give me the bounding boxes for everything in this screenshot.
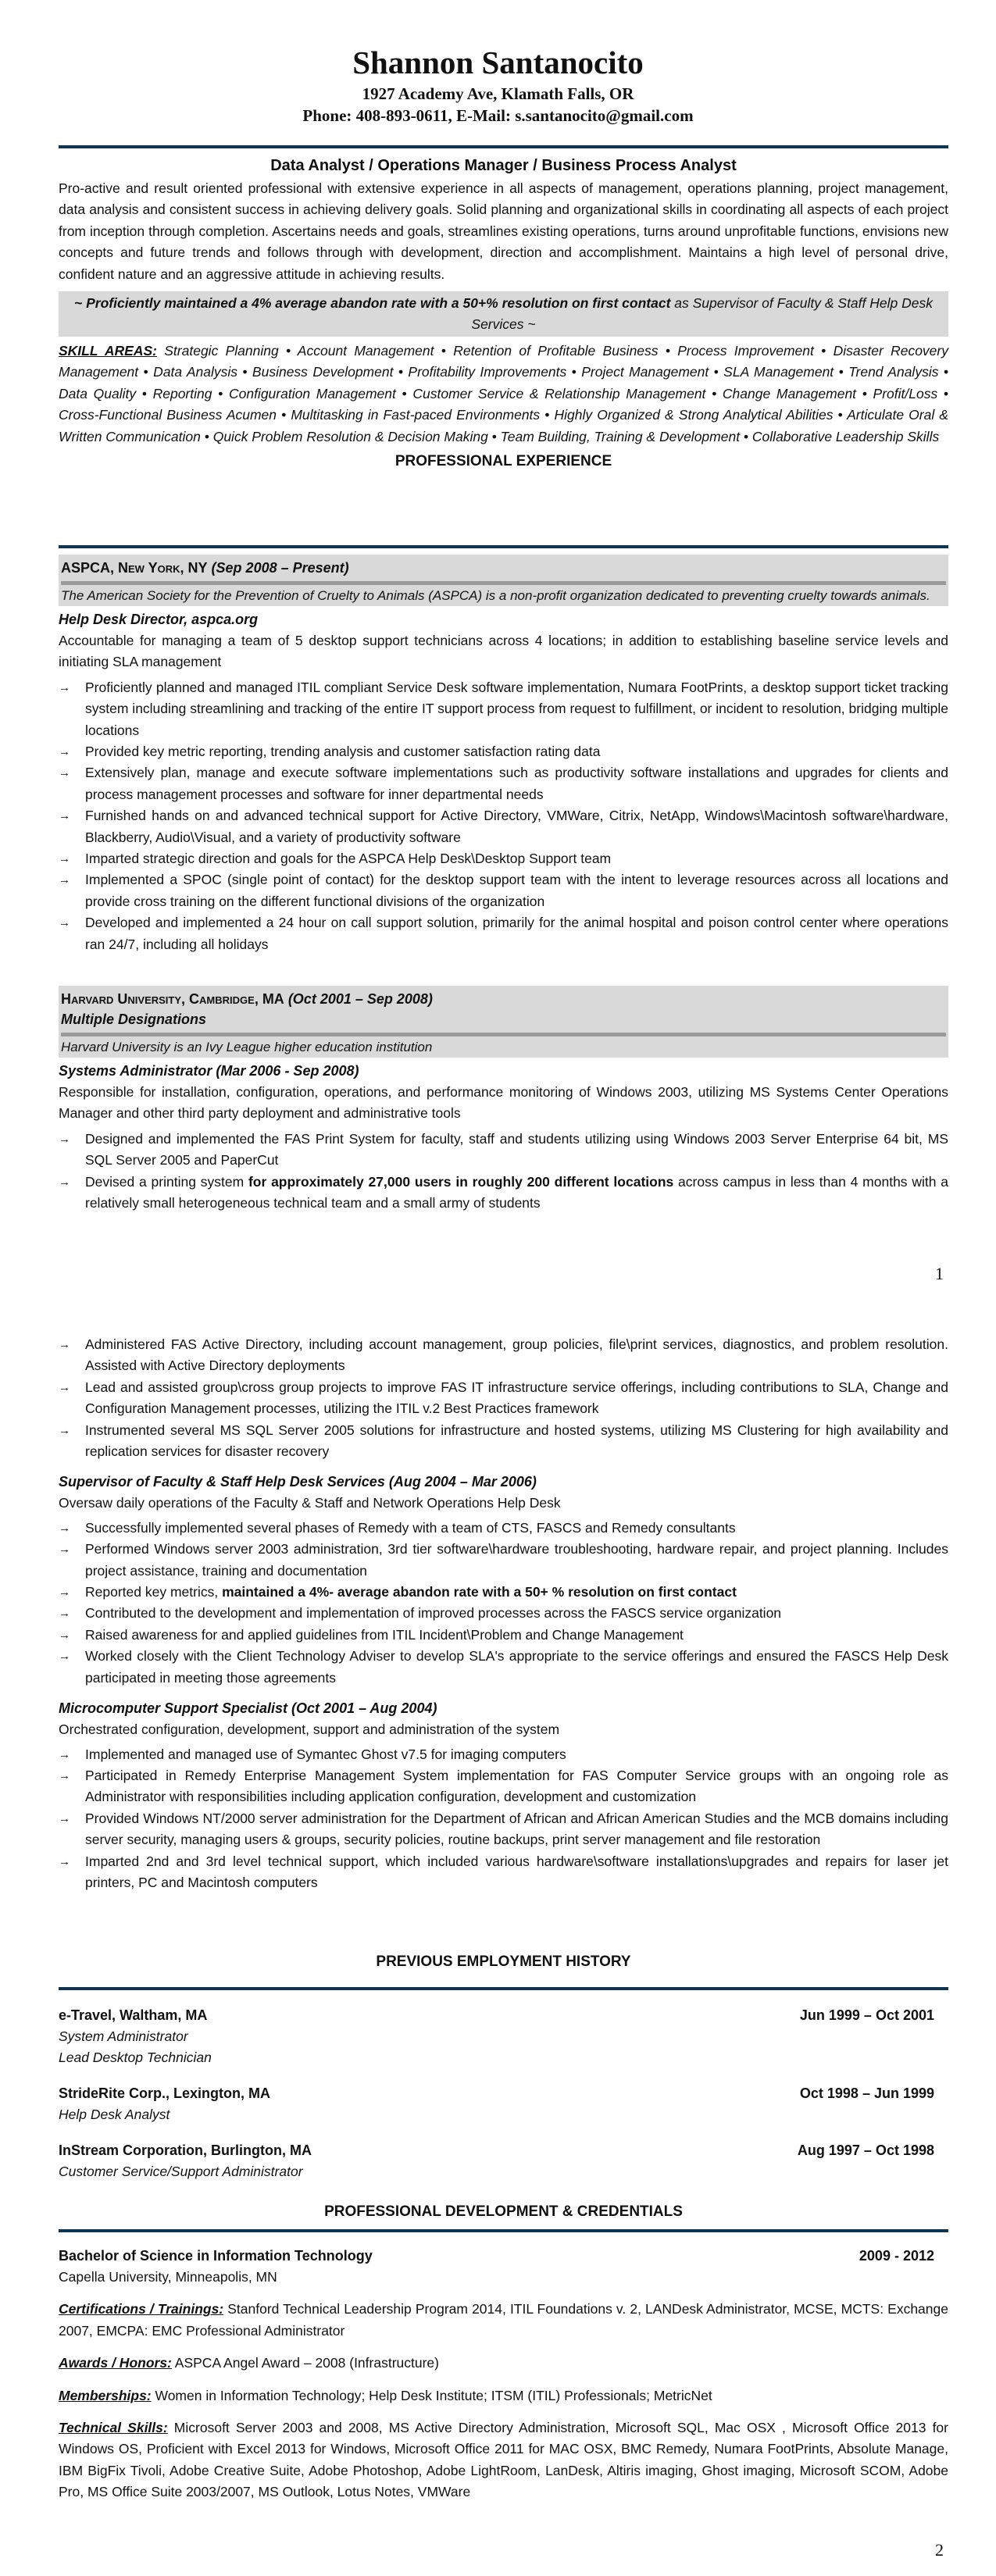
degree-title: Bachelor of Science in Information Technology: [59, 2248, 373, 2264]
list-item: → Contributed to the development and implementation of improved processes across the FASCS service organization: [59, 1603, 948, 1624]
arrow-icon: →: [59, 1768, 70, 1782]
list-item: → Performed Windows server 2003 administration, 3rd tier software\hardware troubleshooting, hardware repair, and project planning. Includes project assistance, training and documentation: [59, 1539, 948, 1582]
sysadmin-bullets-p2: [59, 1334, 948, 1462]
company-heading: [61, 989, 946, 1009]
header-divider: [59, 145, 948, 148]
list-item: → Raised awareness for and applied guidelines from ITIL Incident\Problem and Change Management: [59, 1625, 948, 1646]
company-dates: (Sep 2008 – Present): [207, 560, 349, 576]
skill-areas-label: SKILL AREAS:: [59, 343, 157, 359]
company-location: New York, NY: [118, 560, 208, 576]
list-item: → Imparted 2nd and 3rd level technical support, which included various hardware\software installations\upgrades and repairs for laser jet printers, PC and Macintosh computers: [59, 1851, 948, 1894]
previous-job: [59, 2139, 948, 2182]
list-item: → Worked closely with the Client Technology Adviser to develop SLA's appropriate to the service offerings and ensured the FASCS Help Desk participated in meeting those agreements: [59, 1646, 948, 1689]
arrow-icon: →: [59, 916, 70, 930]
company-description: Harvard University is an Ivy League higher education institution: [61, 1040, 433, 1054]
degree-dates: 2009 - 2012: [859, 2248, 934, 2264]
company-band-harvard: [59, 986, 948, 1058]
supervisor-bullets: [59, 1518, 948, 1689]
list-item: → Designed and implemented the FAS Print System for faculty, staff and students utilizing using Windows 2003 Server Enterprise 64 bit, MS SQL Server 2005 and PaperCut: [59, 1129, 948, 1172]
experience-divider: [59, 545, 948, 548]
company-heading: [61, 558, 946, 578]
list-item: → Administered FAS Active Directory, including account management, group policies, file\print services, diagnostics, and problem resolution. Assisted with Active Directory deployments: [59, 1334, 948, 1377]
previous-divider: [59, 1987, 948, 1990]
arrow-icon: →: [59, 1607, 70, 1621]
summary-text: Pro-active and result oriented professional with extensive experience in all aspects of management, operations planning, project management, data analysis and consistent success in achieving delivery goals. Solid planning and organizational skills in coordinating all aspects of each project from inception through completion. Ascertains needs and goals, streamlines existing operations, turns around unprofitable functions, envisions new concepts and future trends and follows through with development, direction and accomplishment. Maintains a high level of personal drive, confident nature and an aggressive attitude in achieving results.: [59, 180, 948, 282]
arrow-icon: →: [59, 1854, 70, 1868]
company-subtitle: Multiple Designations: [61, 1011, 207, 1027]
contact-info: Phone: 408-893-0611, E-Mail: s.santanocito@gmail.com: [302, 106, 694, 125]
sysadmin-bullets-p1: [59, 1129, 948, 1215]
credentials-divider: [59, 2229, 948, 2232]
degree-row: [59, 2245, 948, 2267]
previous-title: System Administrator: [59, 2028, 188, 2044]
target-title: Data Analyst / Operations Manager / Business Process Analyst: [270, 157, 737, 174]
list-item: → Participated in Remedy Enterprise Management System implementation for FAS Computer Service groups with an ongoing role as Administrator with responsibilities including application configuration, development and customization: [59, 1765, 948, 1808]
awards: Awards / Honors: ASPCA Angel Award – 2008 (Infrastructure): [59, 2355, 439, 2371]
aspca-bullets: [59, 677, 948, 955]
previous-job: [59, 2004, 948, 2068]
list-item: → Reported key metrics, maintained a 4%- average abandon rate with a 50+ % resolution on first contact: [59, 1582, 948, 1603]
role-title: Microcomputer Support Specialist (Oct 2001 – Aug 2004): [59, 1700, 437, 1717]
role-summary: Oversaw daily operations of the Faculty & Staff and Network Operations Help Desk: [59, 1495, 561, 1511]
school: Capella University, Minneapolis, MN: [59, 2269, 277, 2285]
arrow-icon: →: [59, 1380, 70, 1394]
credentials-section: [59, 2245, 948, 2503]
list-item: → Successfully implemented several phases of Remedy with a team of CTS, FASCS and Remedy consultants: [59, 1518, 948, 1539]
previous-dates: Oct 1998 – Jun 1999: [799, 2085, 934, 2101]
previous-title: Lead Desktop Technician: [59, 2050, 212, 2065]
arrow-icon: →: [59, 1628, 70, 1642]
role-title: Supervisor of Faculty & Staff Help Desk Services (Aug 2004 – Mar 2006): [59, 1474, 537, 1490]
highlight-rest: as Supervisor of Faculty & Staff Help Desk Services ~: [471, 295, 933, 333]
highlight-banner: [59, 291, 948, 337]
page-number-1: 1: [935, 1264, 944, 1283]
list-item: → Lead and assisted group\cross group projects to improve FAS IT infrastructure service offerings, including contributions to SLA, Change and Configuration Management processes, utilizing the ITIL v.2 Best Practices framework: [59, 1377, 948, 1420]
company-band-aspca: [59, 555, 948, 606]
arrow-icon: →: [59, 1650, 70, 1664]
list-item: → Extensively plan, manage and execute software implementations such as productivity software installations and upgrades for clients and process management processes and software for inner departmental needs: [59, 762, 948, 805]
memberships: Memberships: Women in Information Technology; Help Desk Institute; ITSM (ITIL) Professionals; MetricNet: [59, 2387, 712, 2403]
role-summary: Accountable for managing a team of 5 desktop support technicians across 4 locations; in addition to establishing baseline service levels and initiating SLA management: [59, 633, 948, 670]
address: 1927 Academy Ave, Klamath Falls, OR: [362, 84, 634, 103]
company-name: ASPCA,: [61, 560, 119, 576]
list-item: → Implemented and managed use of Symantec Ghost v7.5 for imaging computers: [59, 1744, 948, 1765]
list-item: → Proficiently planned and managed ITIL compliant Service Desk software implementation, Numara FootPrints, a desktop support ticket tracking system including streamlining and tracking of the entire IT support process from request to fulfillment, or incident to resolution, bridging multiple locations: [59, 677, 948, 741]
list-item: → Furnished hands on and advanced technical support for Active Directory, VMWare, Citrix, NetApp, Windows\Macintosh software\hardware, Blackberry, Audio\Visual, and a variety of productivity software: [59, 805, 948, 848]
arrow-icon: →: [59, 1811, 70, 1825]
memberships-label: Memberships:: [59, 2387, 152, 2403]
arrow-icon: →: [59, 873, 70, 887]
list-item: → Developed and implemented a 24 hour on call support solution, primarily for the animal hospital and poison control center where operations ran 24/7, including all holidays: [59, 912, 948, 955]
certifications-label: Certifications / Trainings:: [59, 2301, 224, 2317]
previous-job: [59, 2082, 948, 2125]
role-summary: Orchestrated configuration, development, support and administration of the system: [59, 1721, 560, 1738]
previous-company: InStream Corporation, Burlington, MA: [59, 2143, 312, 2158]
job-harvard: [59, 986, 948, 1214]
arrow-icon: →: [59, 1132, 70, 1146]
experience-heading: PROFESSIONAL EXPERIENCE: [394, 453, 612, 470]
arrow-icon: →: [59, 1747, 70, 1761]
technical-skills-label: Technical Skills:: [59, 2420, 168, 2436]
previous-company: e-Travel, Waltham, MA: [59, 2007, 208, 2023]
skill-areas: [59, 341, 948, 448]
list-item: → Devised a printing system for approximately 27,000 users in roughly 200 different locations across campus in less than 4 months with a relatively small heterogeneous technical team and a small army of students: [59, 1172, 948, 1215]
highlight-bold: ~ Proficiently maintained a 4% average abandon rate with a 50+% resolution on first contact: [74, 295, 671, 312]
previous-company: StrideRite Corp., Lexington, MA: [59, 2085, 271, 2101]
company-description: The American Society for the Prevention of Cruelty to Animals (ASPCA) is a non-profit organization dedicated to preventing cruelty towards animals.: [61, 588, 930, 603]
band-divider: [61, 1033, 946, 1036]
previous-heading: PREVIOUS EMPLOYMENT HISTORY: [376, 1953, 631, 1970]
previous-title: Help Desk Analyst: [59, 2107, 170, 2122]
arrow-icon: →: [59, 1423, 70, 1437]
technical-skills: Technical Skills: Microsoft Server 2003 and 2008, MS Active Directory Administration, Microsoft SQL, Mac OSX , Microsoft Office 2013 for Windows OS, Proficient with Excel 2013 for Windows, Microsoft Office 2011 for MAC OSX, BMC Remedy, Numara FootPrints, Absolute Manage, IBM BigFix Tivoli, Adobe Creative Suite, Adobe Photoshop, Adobe LightRoom, LanDesk, Altiris imaging, Ghost imaging, Microsoft SCOM, Adobe Pro, MS Office Suite 2003/2007, MS Outlook, Lotus Notes, VMWare: [59, 2420, 948, 2500]
arrow-icon: →: [59, 852, 70, 866]
arrow-icon: →: [59, 809, 70, 823]
list-item: → Imparted strategic direction and goals for the ASPCA Help Desk\Desktop Support team: [59, 848, 948, 869]
list-item: → Implemented a SPOC (single point of contact) for the desktop support team with the intent to leverage resources across all locations and provide cross training on the different functional divisions of the organization: [59, 869, 948, 912]
arrow-icon: →: [59, 1586, 70, 1600]
microcomputer-bullets: [59, 1744, 948, 1894]
previous-employment: [59, 2004, 948, 2196]
list-item: → Provided Windows NT/2000 server administration for the Department of African and African American Studies and the MCB domains including server security, managing users & groups, security policies, routine backups, print server management and file restoration: [59, 1808, 948, 1851]
skill-areas-list: Strategic Planning • Account Management • Retention of Profitable Business • Process Improvement • Disaster Recovery Management • Data Analysis • Business Development • Profitability Improvements • Project Management • SLA Management • Trend Analysis • Data Quality • Reporting • Configuration Management • Customer Service & Relationship Management • Change Management • Profit/Loss • Cross-Functional Business Acumen • Multitasking in Fast-paced Environments • Highly Organized & Strong Analytical Abilities • Articulate Oral & Written Communication • Quick Problem Resolution & Decision Making • Team Building, Training & Development • Collaborative Leadership Skills: [59, 343, 948, 444]
arrow-icon: →: [59, 745, 70, 759]
previous-title: Customer Service/Support Administrator: [59, 2164, 303, 2179]
awards-label: Awards / Honors:: [59, 2355, 172, 2371]
arrow-icon: →: [59, 1338, 70, 1351]
previous-dates: Jun 1999 – Oct 2001: [799, 2007, 934, 2023]
role-title: Help Desk Director, aspca.org: [59, 612, 259, 627]
arrow-icon: →: [59, 1521, 70, 1535]
arrow-icon: →: [59, 1543, 70, 1557]
certifications: Certifications / Trainings: Stanford Technical Leadership Program 2014, ITIL Foundations v. 2, LANDesk Administrator, MCSE, MCTS: Exchange 2007, EMCPA: EMC Professional Administrator: [59, 2301, 948, 2339]
credentials-heading: PROFESSIONAL DEVELOPMENT & CREDENTIALS: [324, 2203, 683, 2220]
list-item: → Instrumented several MS SQL Server 2005 solutions for infrastructure and hosted systems, utilizing MS Clustering for high availability and replication services for disaster recovery: [59, 1420, 948, 1463]
previous-dates: Aug 1997 – Oct 1998: [797, 2143, 934, 2158]
page-number-2: 2: [935, 2540, 944, 2560]
company-dates: (Oct 2001 – Sep 2008): [284, 991, 433, 1007]
company-name: Harvard University, Cambridge, MA: [61, 991, 284, 1007]
job-aspca: [59, 555, 948, 955]
role-title: Systems Administrator (Mar 2006 - Sep 2008): [59, 1063, 359, 1079]
arrow-icon: →: [59, 766, 70, 780]
arrow-icon: →: [59, 680, 70, 694]
resume-name: Shannon Santanocito: [352, 45, 644, 80]
summary-section: [59, 155, 948, 473]
role-summary: Responsible for installation, configuration, operations, and performance monitoring of Windows 2003, utilizing MS Systems Center Operations Manager and other third party deployment and administrative tools: [59, 1084, 948, 1122]
arrow-icon: →: [59, 1175, 70, 1189]
list-item: → Provided key metric reporting, trending analysis and customer satisfaction rating data: [59, 741, 948, 762]
band-divider: [61, 581, 946, 585]
harvard-continued: [59, 1334, 948, 1893]
